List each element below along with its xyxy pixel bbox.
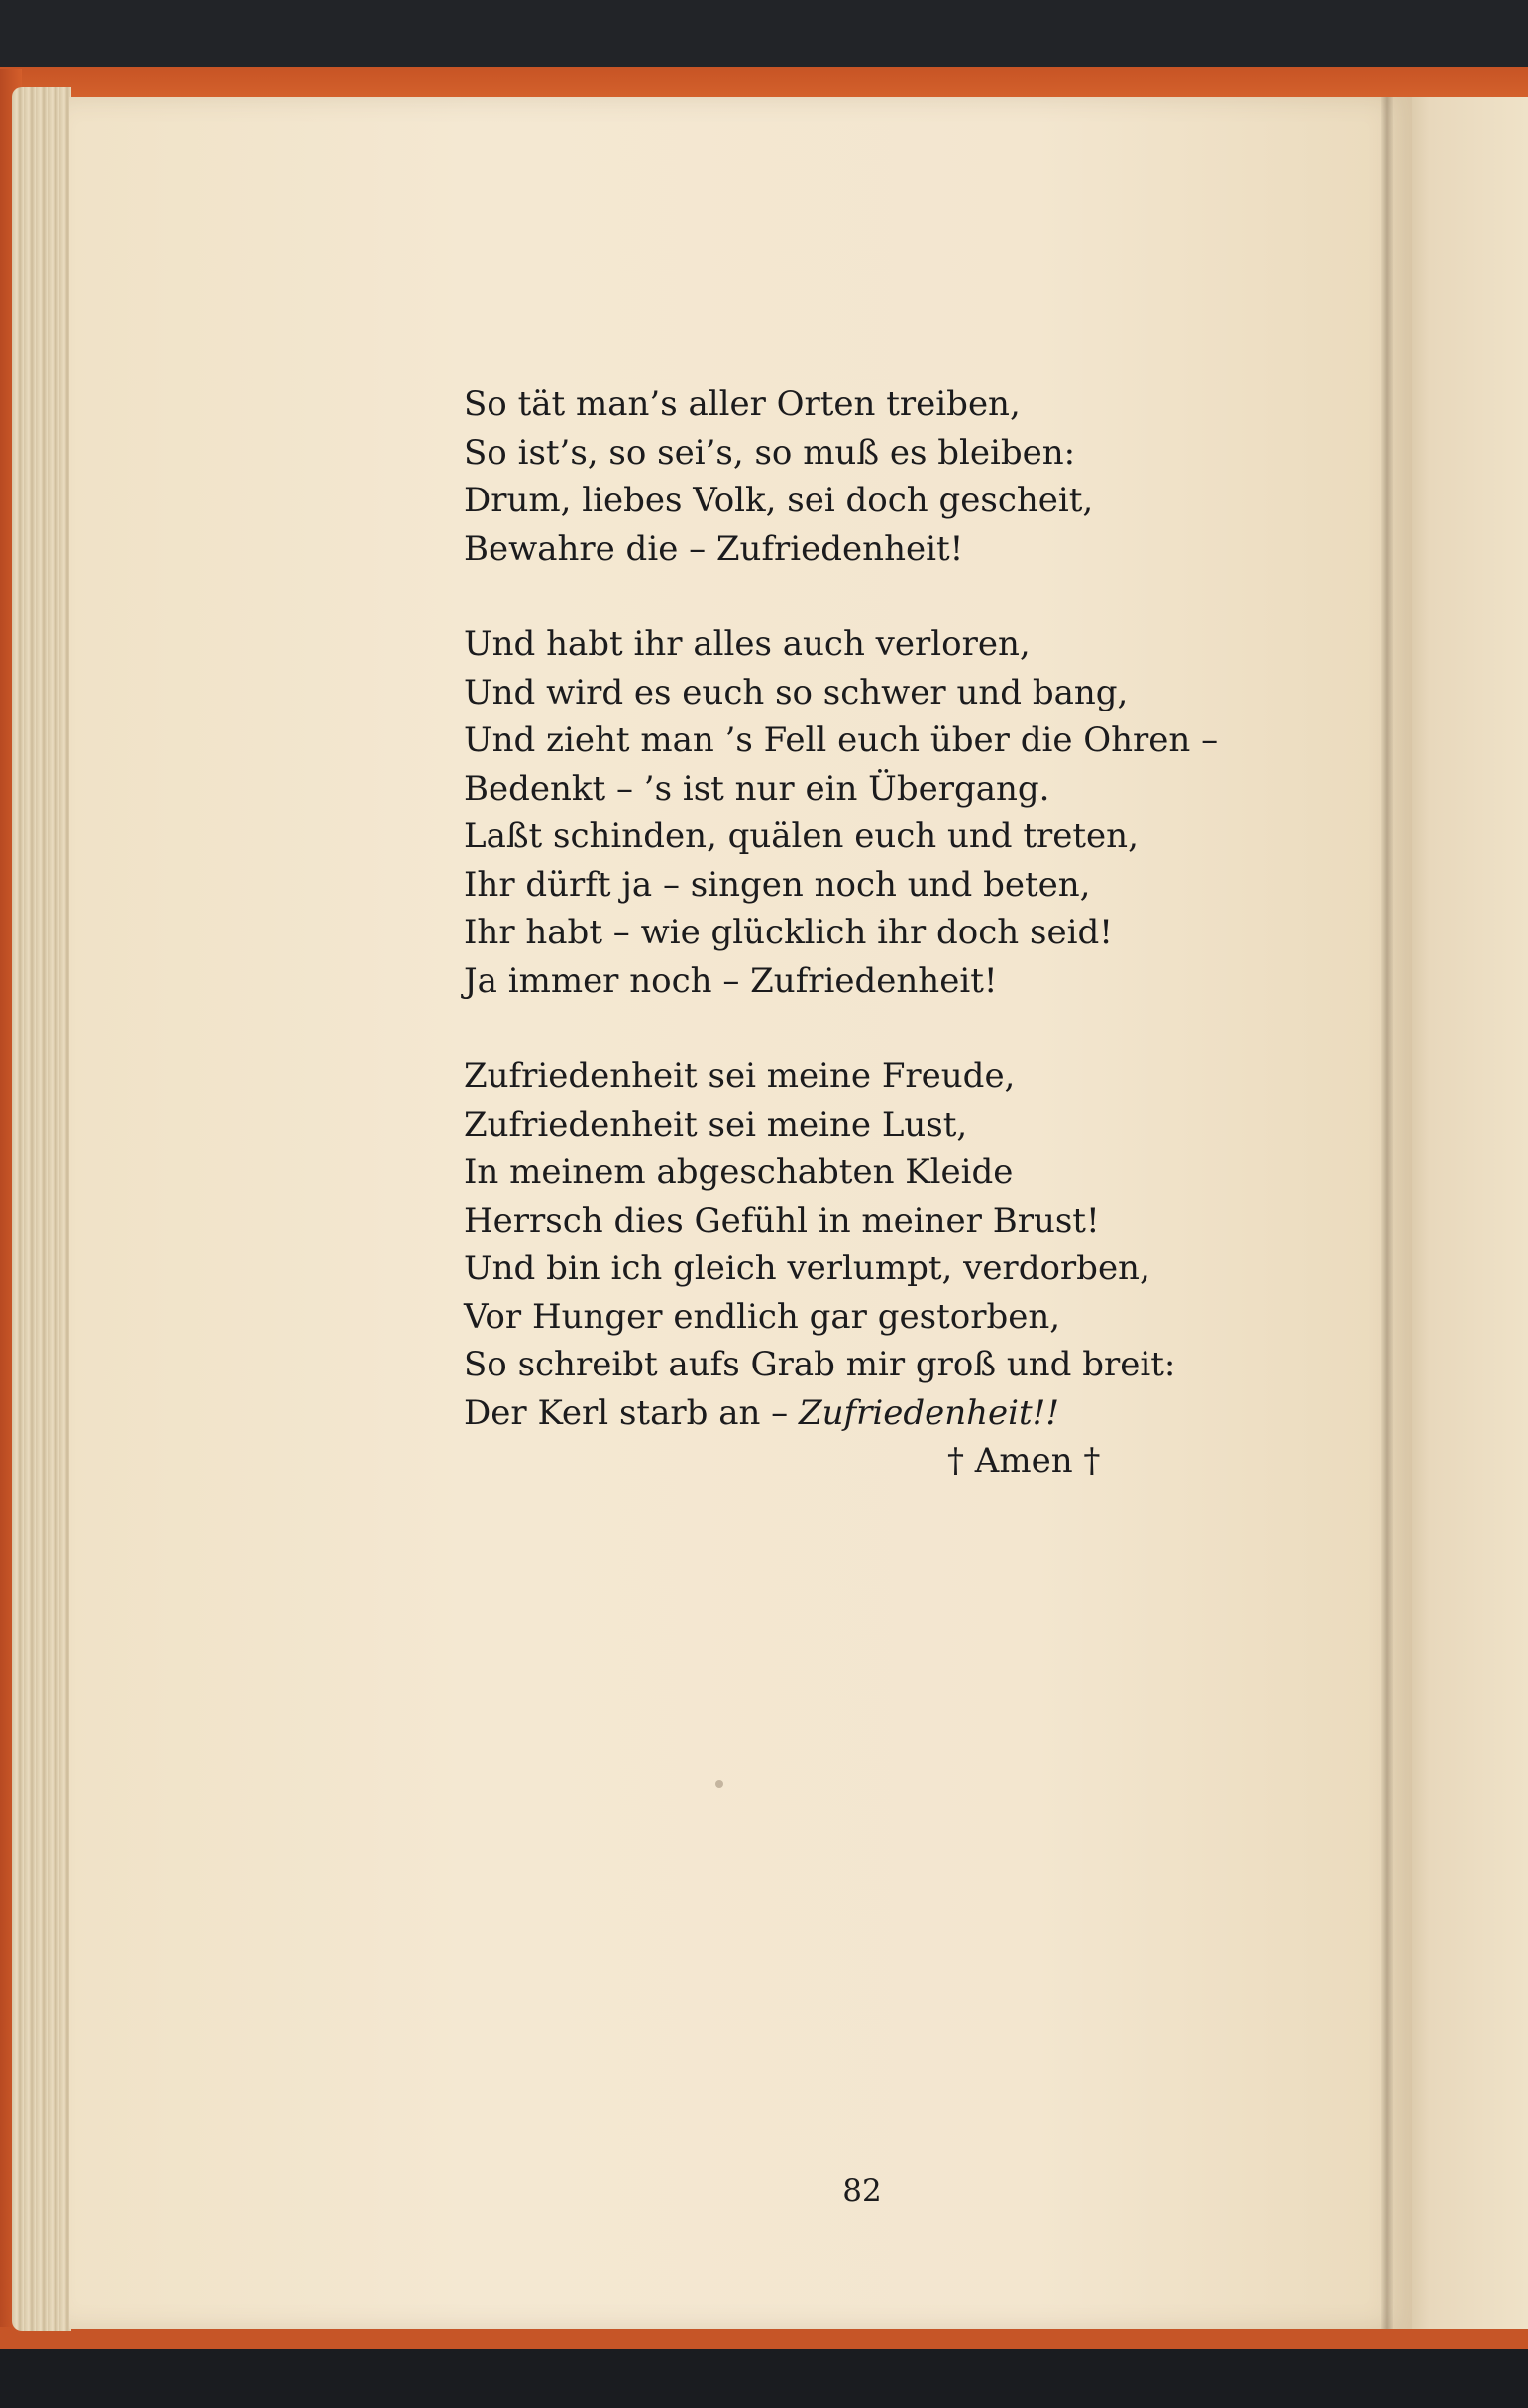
stanza-3 [464, 1052, 1356, 1485]
final-line-prefix: Der Kerl starb an – [464, 1392, 799, 1433]
paper-speck [715, 1780, 723, 1788]
poem-line: So tät man’s aller Orten treiben, [464, 384, 1021, 424]
poem-line: Zufriedenheit sei meine Lust, [464, 1104, 968, 1145]
book-cover-bottom-edge [0, 2327, 1528, 2349]
poem-line: Herrsch dies Gefühl in meiner Brust! [464, 1200, 1100, 1241]
stanza-1 [464, 381, 1356, 573]
poem-line: Und bin ich gleich verlumpt, verdorben, [464, 1249, 1150, 1288]
poem-line: So ist’s, so sei’s, so muß es bleiben: [464, 432, 1076, 473]
closing-line: † Amen † [947, 1441, 1101, 1480]
poem-line: Laßt schinden, quälen euch und treten, [464, 817, 1139, 856]
book-gutter [1381, 97, 1393, 2329]
page-stack [12, 87, 71, 2331]
poem-line: Und wird es euch so schwer und bang, [464, 672, 1129, 712]
poem-line: Ja immer noch – Zufriedenheit! [464, 960, 998, 1001]
poem [464, 381, 1356, 1485]
poem-line: In meinem abgeschabten Kleide [464, 1152, 1014, 1192]
book-page [69, 97, 1412, 2329]
poem-line: Bewahre die – Zufriedenheit! [464, 528, 964, 569]
page-number: 82 [842, 2173, 882, 2209]
poem-line: Und habt ihr alles auch verloren, [464, 624, 1031, 664]
poem-line: So schreibt aufs Grab mir groß und breit: [464, 1345, 1176, 1384]
poem-line: Und zieht man ’s Fell euch über die Ohren – [464, 720, 1219, 760]
stanza-2 [464, 620, 1356, 1005]
poem-line: Vor Hunger endlich gar gestorben, [464, 1296, 1061, 1337]
final-line-emphasis: Zufriedenheit!! [798, 1392, 1060, 1433]
poem-line: Ihr habt – wie glücklich ihr doch seid! [464, 913, 1113, 952]
poem-line: Drum, liebes Volk, sei doch gescheit, [464, 481, 1094, 520]
poem-line: Zufriedenheit sei meine Freude, [464, 1056, 1016, 1096]
poem-line: Ihr dürft ja – singen noch und beten, [464, 864, 1091, 905]
poem-line: Bedenkt – ’s ist nur ein Übergang. [464, 768, 1050, 809]
final-line [464, 1389, 1356, 1438]
